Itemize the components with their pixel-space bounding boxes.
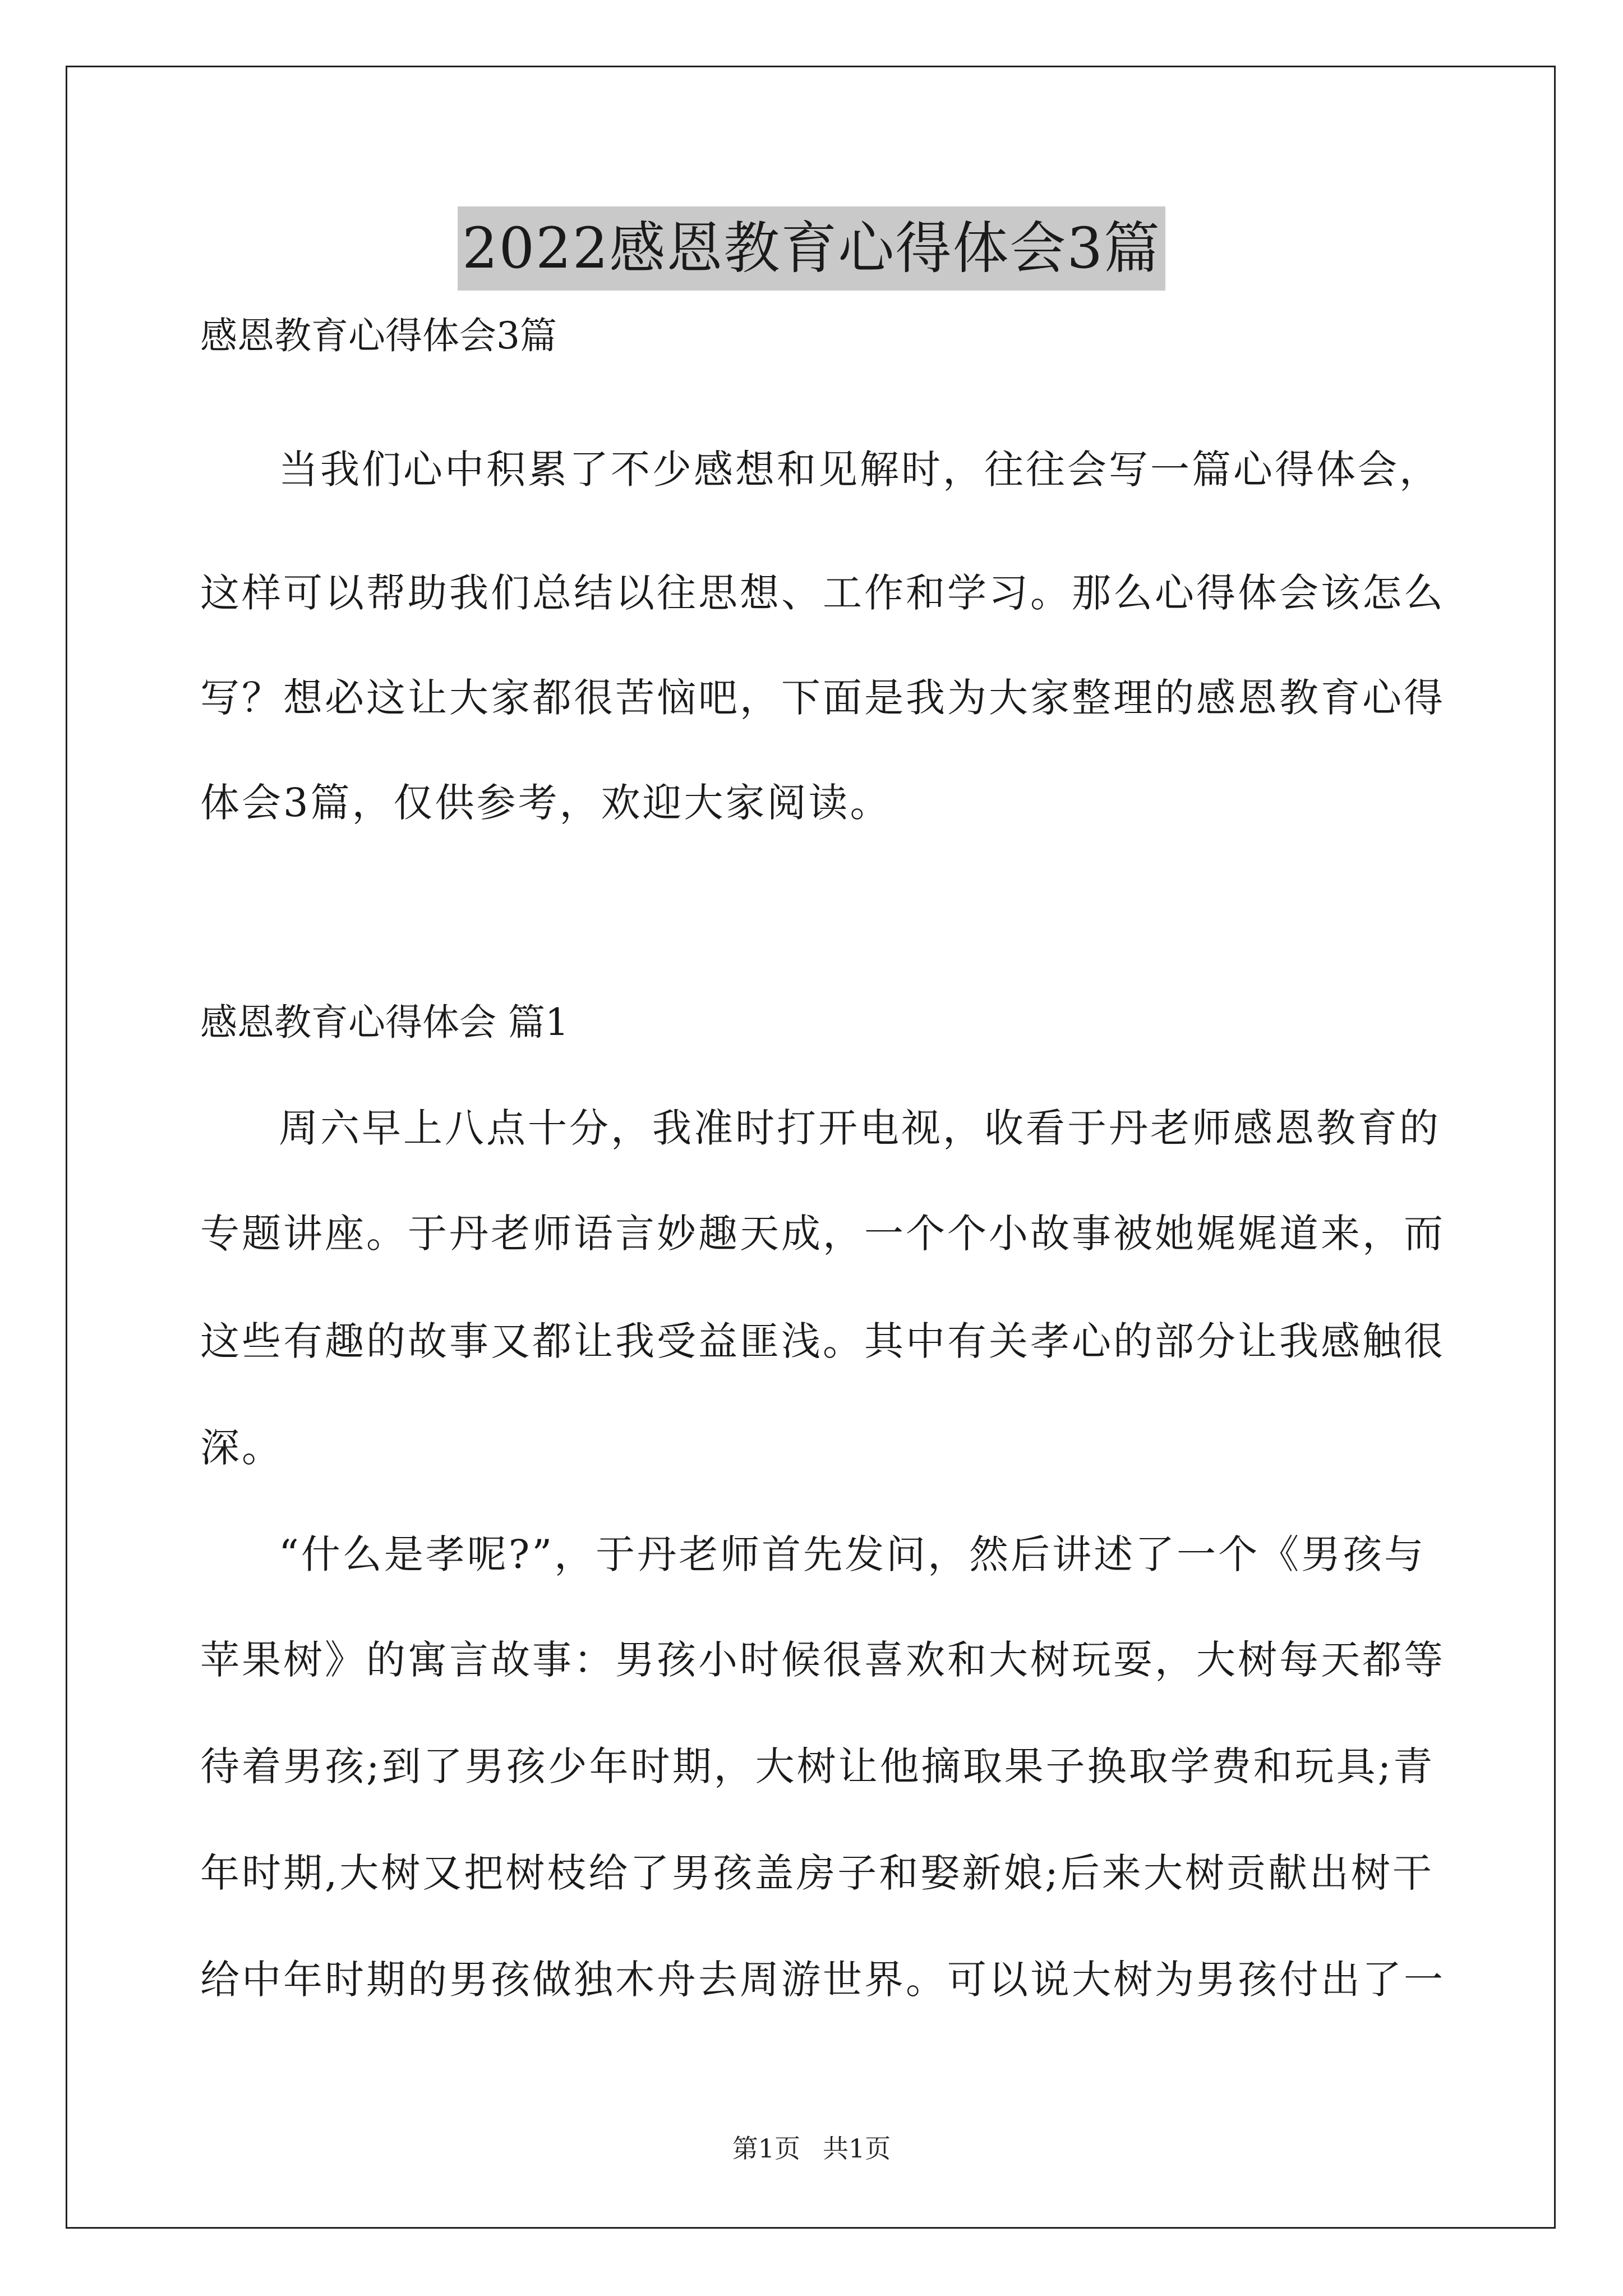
paragraph-line: 苹果树》的寓言故事：男孩小时候很喜欢和大树玩耍，大树每天都等 [200, 1637, 1445, 1683]
intro-line: 当我们心中积累了不少感想和见解时，往往会写一篇心得体会， [279, 447, 1441, 493]
paragraph-line: 给中年时期的男孩做独木舟去周游世界。可以说大树为男孩付出了一 [200, 1957, 1445, 2003]
paragraph-line: 周六早上八点十分，我准时打开电视，收看于丹老师感恩教育的 [279, 1105, 1441, 1151]
paragraph-line: “什么是孝呢?”，于丹老师首先发问，然后讲述了一个《男孩与 [279, 1531, 1426, 1577]
paragraph-line: 专题讲座。于丹老师语言妙趣天成，一个个小故事被她娓娓道来，而 [200, 1211, 1445, 1257]
intro-line: 这样可以帮助我们总结以往思想、工作和学习。那么心得体会该怎么 [200, 570, 1445, 616]
title-container [0, 206, 1623, 291]
page-total: 共1页 [823, 2133, 891, 2164]
page-number: 第1页 [732, 2133, 800, 2164]
paragraph-line: 待着男孩;到了男孩少年时期，大树让他摘取果子换取学费和玩具;青 [200, 1743, 1435, 1789]
section-heading: 感恩教育心得体会 篇1 [200, 1001, 569, 1044]
document-title: 2022感恩教育心得体会3篇 [458, 206, 1165, 291]
subtitle: 感恩教育心得体会3篇 [200, 314, 557, 357]
paragraph-line: 这些有趣的故事又都让我受益匪浅。其中有关孝心的部分让我感触很 [200, 1318, 1445, 1364]
intro-line: 写？想必这让大家都很苦恼吧，下面是我为大家整理的感恩教育心得 [200, 675, 1445, 721]
paragraph-line: 年时期,大树又把树枝给了男孩盖房子和娶新娘;后来大树贡献出树干 [200, 1850, 1434, 1896]
page-footer [0, 2133, 1623, 2164]
paragraph-line: 深。 [200, 1425, 283, 1471]
intro-line: 体会3篇，仅供参考，欢迎大家阅读。 [200, 780, 892, 826]
